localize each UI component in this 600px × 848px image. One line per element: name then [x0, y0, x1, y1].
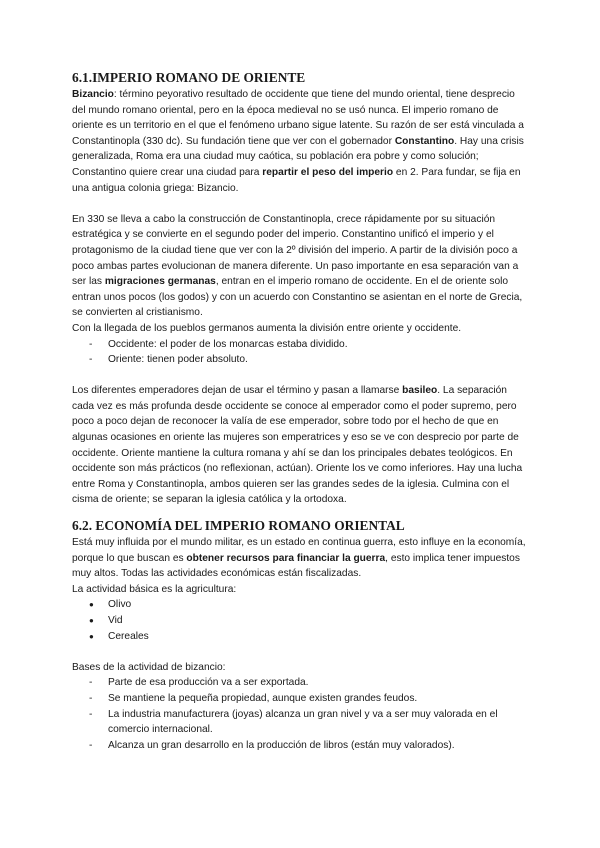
section-1-paragraph-4: [72, 383, 528, 508]
section-1-paragraph-2: [72, 212, 528, 321]
list-item: - La industria manufacturera (joyas) alcanza un gran nivel y va a ser muy valorada en el comercio internacional.: [89, 708, 498, 736]
section-2-paragraph-3: Bases de la actividad de bizancio:: [72, 661, 226, 673]
text-run: Los diferentes emperadores dejan de usar el término y pasan a llamarse: [72, 385, 403, 397]
list-item: - Parte de esa producción va a ser exportada.: [72, 675, 528, 691]
dash-marker: -: [89, 354, 93, 366]
list-item: ● Cereales: [72, 629, 528, 645]
bullet-marker: ●: [89, 600, 94, 610]
text-run: en 2. Para fundar, se fija en una antigua colonia griega: Bizancio.: [72, 166, 521, 194]
bullet-list: [72, 597, 528, 644]
list-item: ● Vid: [72, 613, 528, 629]
dash-marker: -: [89, 338, 93, 350]
text-run: : término peyorativo resultado de occidente que tiene del mundo oriental, tiene desprecio del mundo romano oriental, pero en la época medieval no se usó nunca. El imperio romano de oriente es un territorio en el que el fenómeno urbano sigue latente. Su razón de ser está vinculada a Constantinopla (330 dc). Su fundación tiene que ver con el gobernador: [72, 89, 524, 147]
dash-marker: -: [89, 739, 93, 751]
list-item: - Se mantiene la pequeña propiedad, aunque existen grandes feudos.: [72, 691, 528, 707]
text-run: , esto implica tener impuestos muy altos. Todas las actividades económicas están fiscalizadas.: [72, 552, 520, 580]
bold-term: migraciones germanas: [104, 276, 216, 288]
spacer: [72, 368, 528, 384]
spacer: [72, 508, 528, 517]
bold-term: Bizancio: [72, 89, 114, 100]
text-run: . Hay una crisis generalizada, Roma era una ciudad muy caótica, su población era pobre y como solución; Constantino quiere crear una ciudad para: [72, 135, 524, 178]
section-1-paragraph-1: [72, 87, 528, 196]
bold-term: obtener recursos para financiar la guerra: [186, 552, 386, 564]
text-run: . La separación cada vez es más profunda desde occidente se conoce al emperador como el poder supremo, pero poco a poco dejan de reconocer la valía de ese emperador, sobre todo por el hecho de que en algunas ocasiones en oriente las mujeres son emperatrices y eso se ve con desprecio por parte de occidente. Oriente mantiene la cultura romana y ahí se dan los principales debates teológicos. En occidente son más prácticos (no reflexionan, actúan). Oriente los ve como inferiores. Hay una lucha entre Roma y Constantinopla, ambos quieren ser las grandes sedes de la iglesia. Culmina con el cisma de oriente; se separan la iglesia católica y la ortodoxa.: [72, 385, 523, 506]
dash-marker: -: [89, 677, 93, 689]
text-run: , entran en el imperio romano de occidente. En el de oriente solo entran unos pocos (los godos) y con un acuerdo con Constantino se asientan en el norte de Grecia, se convierten al cristianismo.: [72, 276, 523, 319]
document-content: [72, 69, 528, 753]
bold-term: repartir el peso del imperio: [262, 166, 394, 178]
section-1-paragraph-3: Con la llegada de los pueblos germanos aumenta la división entre oriente y occidente.: [72, 322, 462, 334]
section-1-heading: 6.1.IMPERIO ROMANO DE ORIENTE: [72, 70, 306, 85]
bullet-marker: ●: [89, 616, 94, 625]
bold-term: Constantino: [394, 135, 455, 147]
list-item: ● Olivo: [72, 597, 528, 613]
text-run: En 330 se lleva a cabo la construcción de Constantinopla, crece rápidamente por su situación estratégica y se convierte en el segundo poder del imperio. Constantino unificó el imperio y el protagonismo de la ciudad tiene que ver con la 2º división del imperio. A partir de la división poco a poco ambas partes evolucionan de manera diferente. Un paso importante en esa separación van a ser las: [72, 213, 519, 288]
text-run: Está muy influida por el mundo militar, es un estado en continua guerra, esto influye en la economía, porque lo que buscan es: [72, 537, 526, 564]
dash-list: [72, 675, 528, 753]
list-item: - Alcanza un gran desarrollo en la producción de libros (están muy valorados).: [72, 738, 528, 754]
spacer: [72, 196, 528, 212]
dash-list: [72, 337, 528, 368]
list-item: - Oriente: tienen poder absoluto.: [72, 352, 528, 368]
dash-marker: -: [89, 692, 93, 704]
bullet-marker: ●: [89, 631, 94, 641]
dash-marker: -: [89, 708, 93, 720]
section-2-heading: 6.2. ECONOMÍA DEL IMPERIO ROMANO ORIENTAL: [72, 518, 405, 534]
list-item: - Occidente: el poder de los monarcas estaba dividido.: [72, 337, 528, 353]
bold-term: basileo: [402, 385, 438, 397]
spacer: [72, 644, 528, 660]
section-2-paragraph-1: [72, 535, 528, 582]
section-2-paragraph-2: La actividad básica es la agricultura:: [72, 583, 237, 595]
